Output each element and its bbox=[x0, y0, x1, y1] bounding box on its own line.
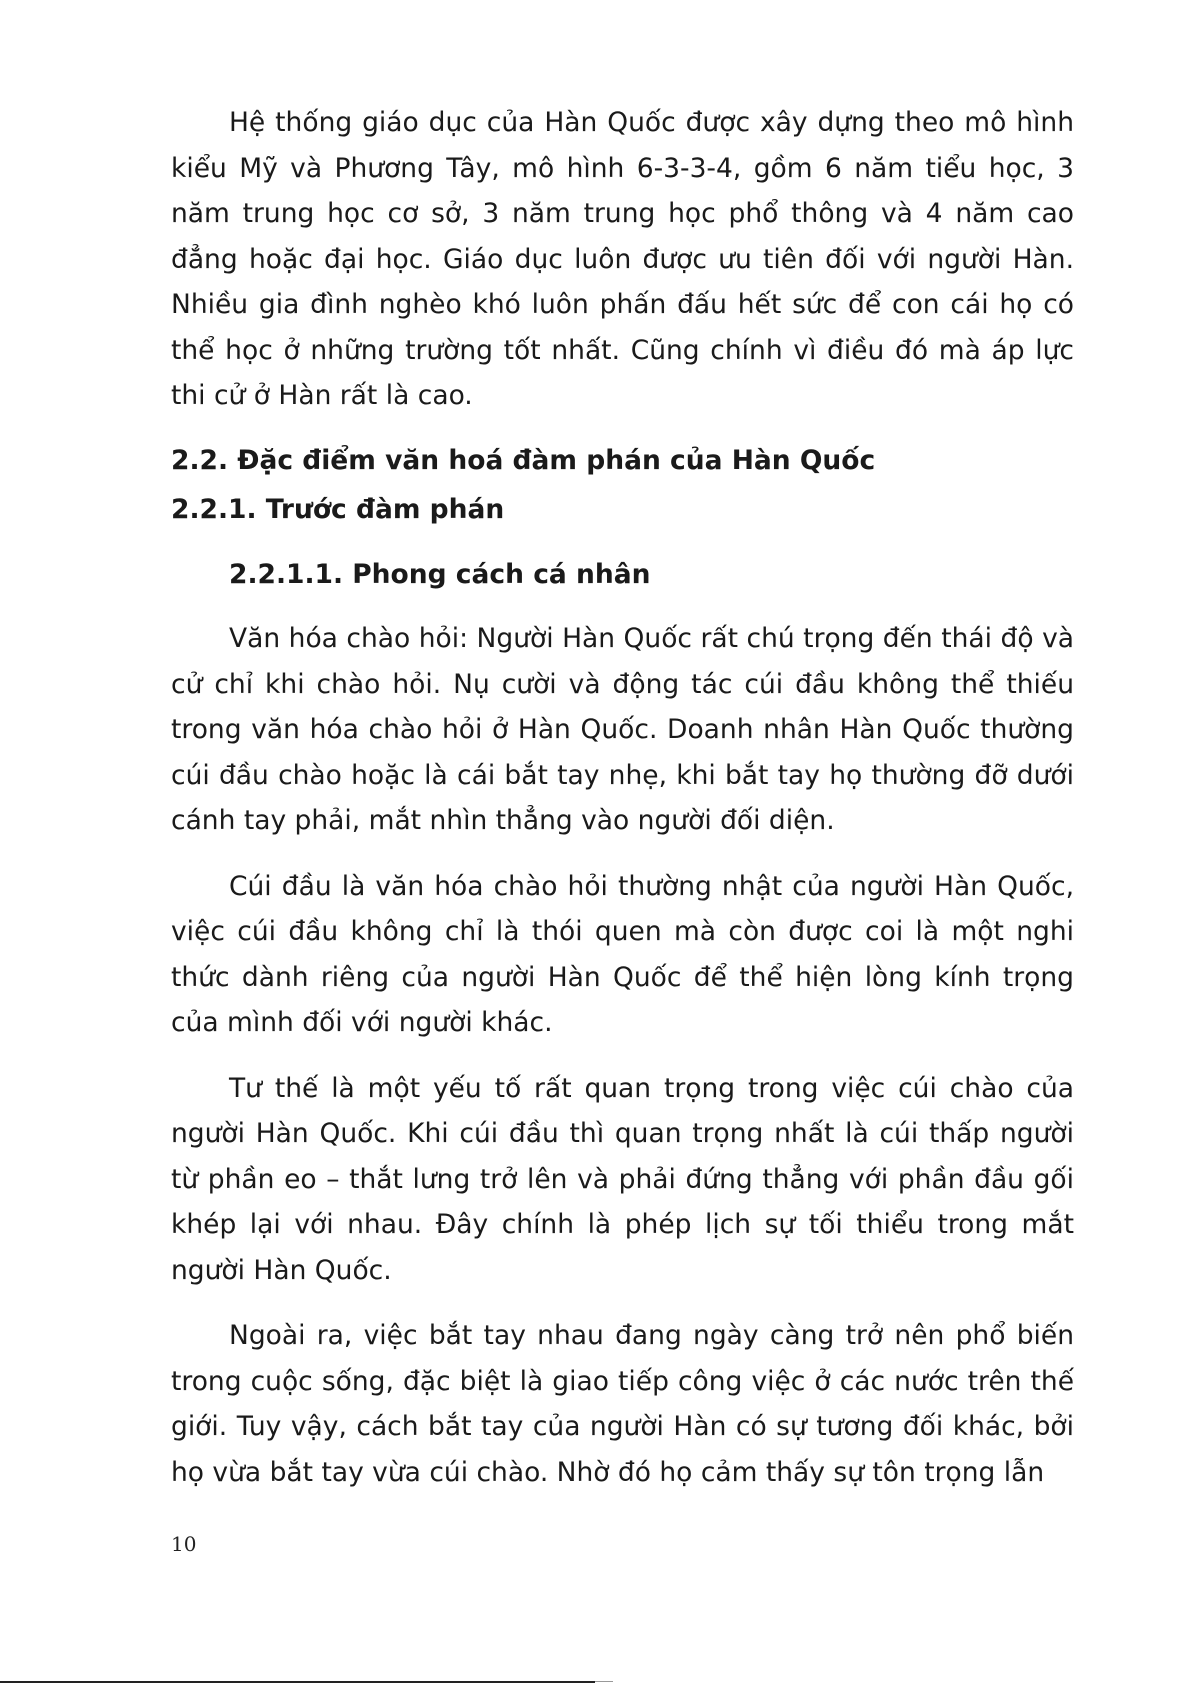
heading-section-2-2-1: 2.2.1. Trước đàm phán bbox=[171, 494, 505, 525]
page-number: 10 bbox=[171, 1532, 197, 1556]
heading-section-2-2: 2.2. Đặc điểm văn hoá đàm phán của Hàn Quốc bbox=[171, 444, 876, 476]
document-page bbox=[171, 100, 1074, 1495]
paragraph-bowing: Cúi đầu là văn hóa chào hỏi thường nhật của người Hàn Quốc, việc cúi đầu không chỉ là thói quen mà còn được coi là một nghi thức dành riêng của người Hàn Quốc để thể hiện lòng kính trọng của mình đối với người khác. bbox=[171, 870, 1074, 1038]
paragraph-handshake: Ngoài ra, việc bắt tay nhau đang ngày càng trở nên phổ biến trong cuộc sống, đặc biệt là giao tiếp công việc ở các nước trên thế giới. Tuy vậy, cách bắt tay của người Hàn có sự tương đối khác, bởi họ vừa bắt tay vừa cúi chào. Nhờ đó họ cảm thấy sự tôn trọng lẫn bbox=[171, 1320, 1074, 1488]
paragraph-greeting-culture: Văn hóa chào hỏi: Người Hàn Quốc rất chú trọng đến thái độ và cử chỉ khi chào hỏi. Nụ cười và động tác cúi đầu không thể thiếu trong văn hóa chào hỏi ở Hàn Quốc. Doanh nhân Hàn Quốc thường cúi đầu chào hoặc là cái bắt tay nhẹ, khi bắt tay họ thường đỡ dưới cánh tay phải, mắt nhìn thẳng vào người đối diện. bbox=[171, 623, 1074, 836]
bottom-rule bbox=[0, 1681, 595, 1683]
paragraph-posture: Tư thế là một yếu tố rất quan trọng trong việc cúi chào của người Hàn Quốc. Khi cúi đầu thì quan trọng nhất là cúi thấp người từ phần eo – thắt lưng trở lên và phải đứng thẳng với phần đầu gối khép lại với nhau. Đây chính là phép lịch sự tối thiểu trong mắt người Hàn Quốc. bbox=[171, 1072, 1074, 1286]
heading-section-2-2-1-1: 2.2.1.1. Phong cách cá nhân bbox=[229, 558, 651, 590]
bottom-rule-tail bbox=[595, 1681, 613, 1682]
paragraph-education-system: Hệ thống giáo dục của Hàn Quốc được xây dựng theo mô hình kiểu Mỹ và Phương Tây, mô hình 6-3-3-4, gồm 6 năm tiểu học, 3 năm trung học cơ sở, 3 năm trung học phổ thông và 4 năm cao đẳng hoặc đại học. Giáo dục luôn được ưu tiên đối với người Hàn. Nhiều gia đình nghèo khó luôn phấn đấu hết sức để con cái họ có thể học ở những trường tốt nhất. Cũng chính vì điều đó mà áp lực thi cử ở Hàn rất là cao. bbox=[171, 107, 1074, 411]
